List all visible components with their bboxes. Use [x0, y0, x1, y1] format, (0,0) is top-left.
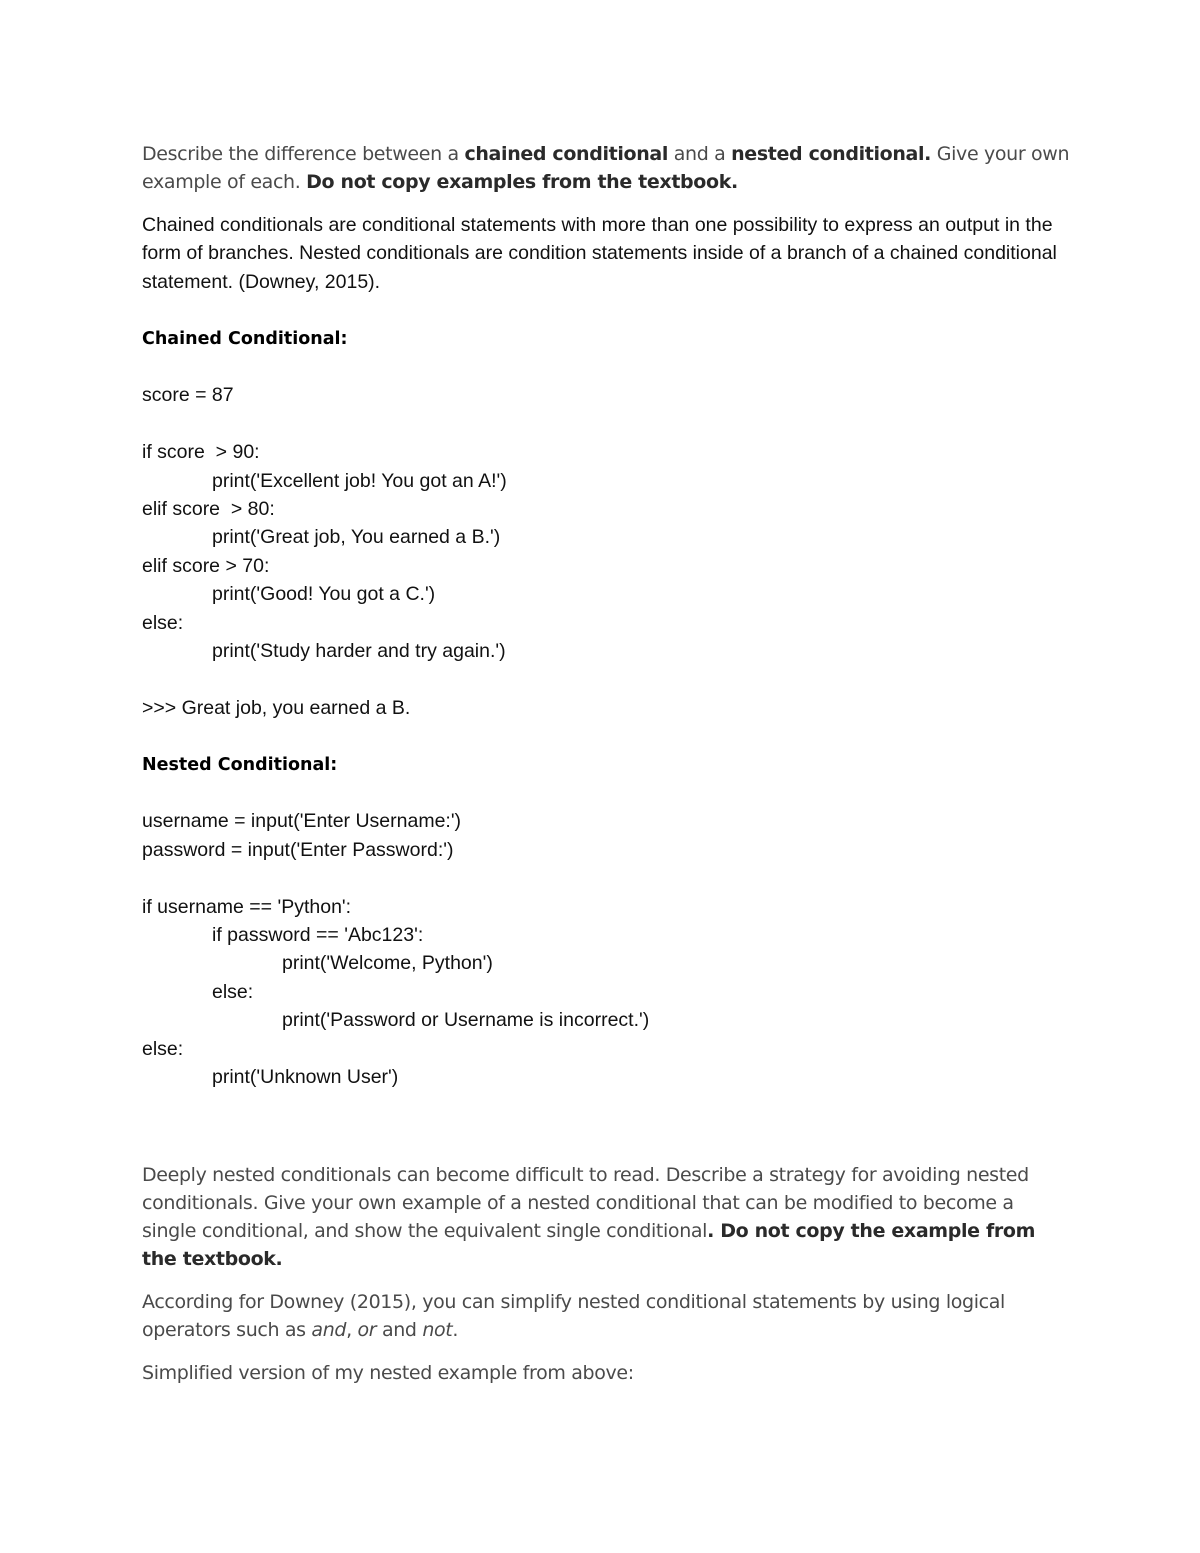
answer-2-text: .: [452, 1319, 459, 1342]
question-1-bold-chained: chained conditional: [464, 143, 669, 165]
code-line: if password == 'Abc123':: [212, 924, 424, 947]
question-2: [142, 1161, 1072, 1273]
answer-2-text: ,: [346, 1319, 358, 1342]
code-line: print('Good! You got a C.'): [212, 583, 436, 606]
question-1-instruction: Do not copy examples from the textbook.: [306, 171, 738, 193]
question-2-text: Deeply nested conditionals can become difficult to read. Describe a strategy for avoiding nested conditionals. Give your own example of a nested conditional that can be modified to become a single conditional, and show the equivalent single conditional: [142, 1164, 1029, 1243]
code-line: else:: [142, 611, 184, 634]
question-2-instruction: . Do not copy the example from the textbook.: [142, 1220, 1036, 1271]
code-line: username = input('Enter Username:'): [142, 810, 462, 833]
code-line: else:: [142, 1037, 184, 1060]
answer-1: Chained conditionals are conditional statements with more than one possibility to express an output in the form of branches. Nested conditionals are condition statements inside of a branch of a chained conditional statement. (Downey, 2015).: [142, 214, 1057, 293]
question-1-text: Describe the difference between a: [142, 143, 465, 165]
operator-and: and: [311, 1319, 347, 1342]
document-page: [142, 140, 1072, 1387]
question-1-bold-nested: nested conditional.: [731, 143, 932, 165]
code-line: score = 87: [142, 384, 234, 407]
code-line: print('Welcome, Python'): [282, 952, 493, 975]
code-line: print('Password or Username is incorrect.'): [282, 1009, 650, 1032]
question-1-text: and a: [668, 143, 732, 165]
answer-2-text: According for Downey (2015), you can simplify nested conditional statements by using logical operators such as: [142, 1291, 1005, 1342]
code-line: elif score > 80:: [142, 498, 275, 521]
code-output: >>> Great job, you earned a B.: [142, 696, 411, 719]
code-line: print('Great job, You earned a B.'): [212, 526, 501, 549]
code-line: elif score > 70:: [142, 554, 270, 577]
operator-or: or: [357, 1319, 377, 1342]
code-line: print('Study harder and try again.'): [212, 640, 506, 663]
code-line: if score > 90:: [142, 441, 260, 464]
code-line: else:: [212, 980, 254, 1003]
code-line: print('Excellent job! You got an A!'): [212, 469, 507, 492]
code-line: print('Unknown User'): [212, 1066, 399, 1089]
answer-2: [142, 1288, 1072, 1344]
chained-heading: Chained Conditional:: [142, 328, 348, 349]
code-line: password = input('Enter Password:'): [142, 838, 454, 861]
question-1: [142, 140, 1072, 196]
nested-heading: Nested Conditional:: [142, 754, 338, 775]
operator-not: not: [422, 1319, 453, 1342]
answer-2-text: and: [376, 1319, 423, 1342]
code-line: if username == 'Python':: [142, 895, 352, 918]
question-1-text: Give your own example of each.: [142, 143, 1070, 193]
simplified-intro: Simplified version of my nested example from above:: [142, 1362, 634, 1385]
